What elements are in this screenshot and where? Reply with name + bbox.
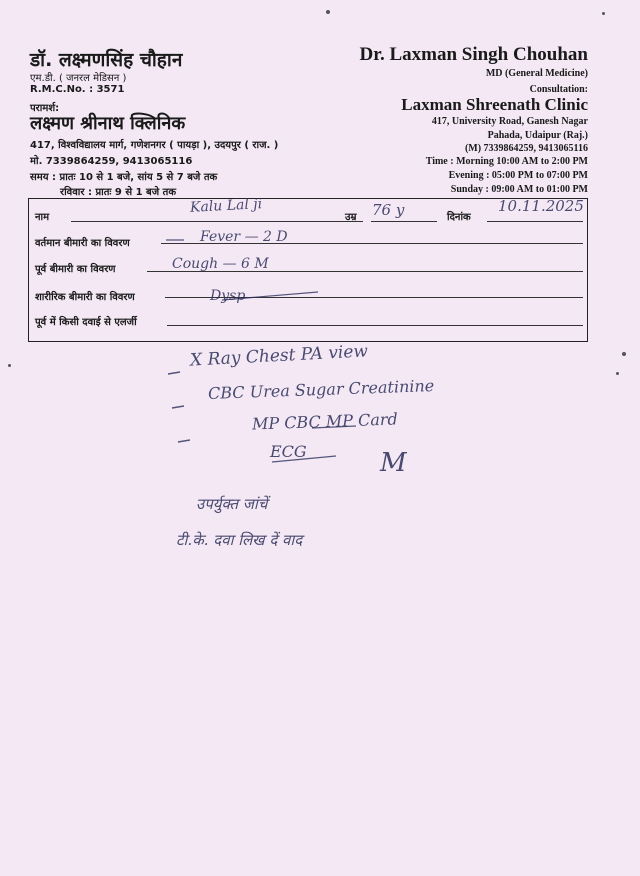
doctor-name-hindi: डॉ. लक्ष्मणसिंह चौहान [30,49,183,71]
timing-hindi: समय : प्रातः 10 से 1 बजे, सांय 5 से 7 बजे तक [30,172,218,183]
doctor-name-english: Dr. Laxman Singh Chouhan [359,44,588,65]
doctor-signature: M [380,448,407,478]
rx-xray-line: X Ray Chest PA view [189,341,369,371]
time-morning: Time : Morning 10:00 AM to 2:00 PM [425,156,588,167]
date-label: दिनांक [447,212,471,223]
paper-speck [326,10,330,14]
address-line2-english: Pahada, Udaipur (Raj.) [487,130,588,141]
rx-ecg-line: ECG [270,442,307,461]
time-evening: Evening : 05:00 PM to 07:00 PM [448,170,588,181]
handwritten-current-illness: Fever — 2 D [200,229,288,245]
degree-english: MD (General Medicine) [485,68,588,79]
age-label: उम्र [345,212,357,223]
mobile-english: (M) 7339864259, 9413065116 [464,143,588,154]
hindi-note-line2: टी.के. दवा लिख दें वाद [176,531,303,549]
rx-mp-line: MP CBC MP Card [251,409,399,434]
address-hindi: 417, विश्वविद्यालय मार्ग, गणेशनगर ( पायड़ा ), उदयपुर ( राज. ) [30,140,279,151]
address-line1-english: 417, University Road, Ganesh Nagar [431,116,588,127]
handwritten-date: 10.11.2025 [498,197,584,215]
handwritten-physical-illness: Dysp [210,288,246,304]
clinic-name-english: Laxman Shreenath Clinic [401,95,588,114]
handwritten-past-illness: Cough — 6 M [172,256,269,272]
mobile-hindi: मो. 7339864259, 9413065116 [30,156,193,167]
paper-speck [602,12,605,15]
hindi-note-line1: उपर्युक्त जांचें [196,495,268,513]
current-illness-label: वर्तमान बीमारी का विवरण [35,238,130,249]
sunday-timing-hindi: रविवार : प्रातः 9 से 1 बजे तक [60,187,177,198]
paper-speck [622,352,626,356]
paper-speck [616,372,619,375]
paper-speck [8,364,11,367]
rmc-number: R.M.C.No. : 3571 [30,84,125,95]
consultation-label-hindi: परामर्श: [30,103,60,114]
rx-blood-tests-line: CBC Urea Sugar Creatinine [207,376,435,403]
clinic-name-hindi: लक्ष्मण श्रीनाथ क्लिनिक [30,113,186,134]
handwritten-age: 76 y [372,201,405,219]
allergy-label: पूर्व में किसी दवाई से एलर्जी [35,317,137,328]
handwritten-patient-name: Kalu Lal ji [189,196,263,216]
consultation-label-english: Consultation: [529,84,588,95]
time-sunday: Sunday : 09:00 AM to 01:00 PM [450,184,588,195]
name-label: नाम [35,212,50,223]
past-illness-label: पूर्व बीमारी का विवरण [35,264,116,275]
degree-hindi: एम.डी. ( जनरल मेडिसन ) [30,73,127,84]
physical-illness-label: शारीरिक बीमारी का विवरण [35,292,135,303]
